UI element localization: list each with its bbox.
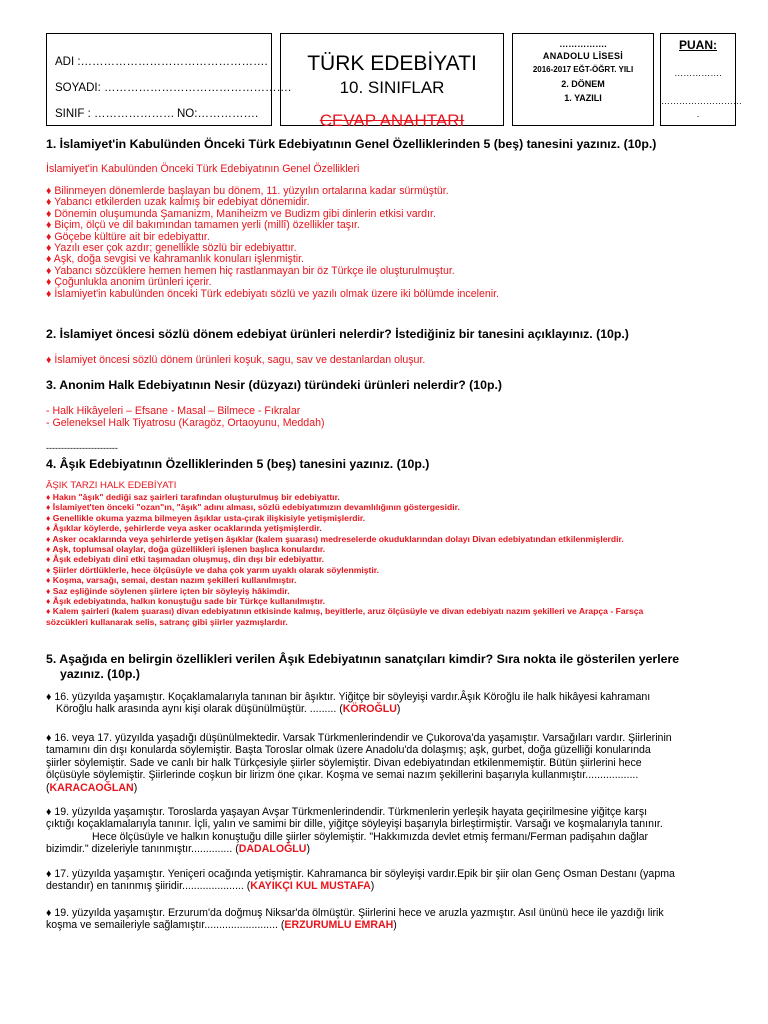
answer-dadaloglu: DADALOĞLU	[238, 843, 307, 856]
list-item: ♦ Âşık edebiyatı dinî etki taşımadan oluşmuş, din dışı bir edebiyattır.	[46, 554, 325, 565]
q5-item-5	[46, 907, 734, 932]
list-item: ♦ Göçebe kültüre ait bir edebiyattır.	[46, 230, 210, 243]
text-segment: destandır) en tanınmış şiiridir..................... (	[46, 880, 251, 893]
score-line-2: ………………………	[661, 96, 742, 106]
answer-kayikci-kul-mustafa: KAYIKÇI KUL MUSTAFA	[250, 880, 371, 893]
list-item: ♦ Yabancı etkilerden uzak kalmış bir edebiyat dönemidir.	[46, 196, 310, 209]
text-line	[46, 843, 734, 855]
exam-title-box	[280, 33, 504, 130]
list-item: ♦ Çoğunlukla anonim ürünleri içerir.	[46, 276, 212, 289]
q4-answer-list	[46, 492, 736, 627]
list-item: ♦ Biçim, ölçü ve dil bakımından tamamen yerli (millî) özellikler taşır.	[46, 219, 360, 232]
text-segment: Köroğlu halk arasında aynı kişi olarak düşünülmüştür. ......... (	[56, 703, 343, 716]
text-line	[46, 919, 734, 931]
score-label: PUAN:	[679, 38, 717, 52]
q5-item-1	[46, 691, 734, 716]
list-item: - Geleneksel Halk Tiyatrosu (Karagöz, Ortaoyunu, Meddah)	[46, 417, 325, 429]
exam-title: TÜRK EDEBİYATI	[307, 52, 477, 75]
list-item: sözcükleri kullanarak selis, satranç gibi şiirler yazmışlardır.	[46, 616, 288, 627]
school-dots: …………….	[559, 39, 607, 49]
text-line: Hece ölçüsüyle ve halkın konuştuğu dille şiirler söylemiştir. "Hakkımızda devlet etmiş fermanı/Ferman padişahın dağlar	[92, 830, 649, 843]
list-item: ♦ İslamiyet'in kabulünden önceki Türk edebiyatı sözlü ve yazılı olmak üzere iki bölümde incelenir.	[46, 287, 499, 300]
text-line	[46, 782, 734, 794]
answer-erzurumlu-emrah: ERZURUMLU EMRAH	[284, 919, 394, 932]
text-line: çıktığı koçaklamalarıyla tanınır. İçli, yalın ve samimi bir dille, yiğitçe söyleyişi başarıyla birleştirmiştir. Varsağı ve koşmalarıyla tanınır.	[46, 818, 663, 831]
score-dot: .	[696, 109, 700, 119]
text-segment: koşma ve semaileriyle sağlamıştır......................... (	[46, 919, 285, 932]
list-item: ♦ Koşma, varsağı, semai, destan nazım şekilleri kullanılmıştır.	[46, 575, 297, 586]
q5-item-4	[46, 868, 734, 893]
text-line	[46, 703, 734, 715]
text-line: tamamını din dışı konularda söylemiştir. Başta Toroslar olmak üzere Anadolu'da dolaşmış; aşk, gurbet, doğa güzelliği konularında	[46, 744, 651, 757]
answer-karacaoglan: KARACAOĞLAN	[49, 781, 134, 794]
school-term: 2. DÖNEM	[561, 79, 605, 89]
text-segment: )	[370, 880, 375, 893]
question-3: 3. Anonim Halk Edebiyatının Nesir (düzyazı) türündeki ürünleri nelerdir? (10p.)	[46, 378, 502, 392]
list-item: ♦ Genellikle okuma yazma bilmeyen âşıklar usta-çırak ilişkisiyle yetişmişlerdir.	[46, 512, 366, 523]
school-year: 2016-2017 EĞT-ÖĞRT. YILI	[532, 65, 634, 74]
list-item: ♦ Kalem şairleri (kalem şuarası) divan edebiyatının etkisinde kalmış, beyitlerle, aruz ölçüsüyle ve divan edebiyatı nazım şekilleri ve Arapça - Farsça	[46, 606, 644, 617]
text-line: ♦ 16. yüzyılda yaşamıştır. Koçaklamalarıyla tanınan bir âşıktır. Yiğitçe bir söyleyişi vardır.Âşık Köroğlu ile halk hikâyesi kahramanı	[46, 691, 651, 703]
answer-koroglu: KÖROĞLU	[342, 703, 397, 716]
text-segment: )	[396, 703, 401, 716]
number-field: NO:…………….	[177, 108, 259, 120]
question-4: 4. Âşık Edebiyatının Özelliklerinden 5 (beş) tanesini yazınız. (10p.)	[46, 457, 430, 471]
list-item: - Halk Hikâyeleri – Efsane - Masal – Bilmece - Fıkralar	[46, 405, 301, 417]
text-segment: )	[306, 843, 310, 856]
question-5-line: yazınız. (10p.)	[60, 667, 140, 681]
text-line: ♦ 19. yüzyılda yaşamıştır. Erzurum'da doğmuş Niksar'da ölmüştür. Şiirlerini hece ve aruzla yazmıştır. Asıl ününü hece ile yazdığı lirik	[46, 907, 664, 919]
list-item: ♦ Saz eşliğinde söylenen şiirlere içten bir söyleyiş hâkimdir.	[46, 585, 290, 596]
q5-item-2	[46, 732, 734, 794]
text-line	[46, 880, 734, 892]
list-item: ♦ Yabancı sözcüklere hemen hemen hiç rastlanmayan bir öz Türkçe ile oluşturulmuştur.	[46, 264, 455, 277]
text-line: ♦ 19. yüzyılda yaşamıştır. Toroslarda yaşayan Avşar Türkmenlerindendir. Türkmenlerin yerleşik hayata geçirilmesine yiğitçe karşı	[46, 806, 648, 818]
score-line-1: …………….	[674, 68, 722, 78]
list-item: ♦ İslamiyet'ten önceki "ozan"ın, "âşık" adını alması, sözlü edebiyatımızın devamlılığının göstergesidir.	[46, 502, 460, 513]
list-item: ♦ Asker ocaklarında veya şehirlerde yetişen âşıklar (kalem şuarası) medreselerde okuduklarından dolayı Divan edebiyatından etkilenmişlerdir.	[46, 533, 624, 544]
student-info-box	[46, 33, 292, 126]
school-name: ANADOLU LİSESİ	[542, 51, 624, 61]
q3-answer	[46, 405, 736, 429]
list-item: ♦ Aşk, toplumsal olaylar, doğa güzellikleri işlenen başlıca konulardır.	[46, 544, 326, 555]
list-item: ♦ Dönemin oluşumunda Şamanizm, Maniheizm ve Budizm gibi dinlerin etkisi vardır.	[46, 207, 436, 220]
list-item: ♦ Âşıklar köylerde, şehirlerde veya asker ocaklarında yetişmişlerdir.	[46, 523, 322, 534]
answer-key-title: CEVAP ANAHTARI	[319, 111, 465, 130]
question-2: 2. İslamiyet öncesi sözlü dönem edebiyat ürünleri nelerdir? İstediğiniz bir tanesini açıklayınız. (10p.)	[46, 327, 629, 341]
text-line: ölçüsüyle söylemiştir. Şiirlerinde coşkun bir lirizm öne çıkar. Koşma ve semai nazım şekillerini başarıyla kullanmıştır..................	[46, 769, 639, 782]
exam-grade: 10. SINIFLAR	[339, 78, 445, 97]
separator-line: ------------------------	[46, 443, 118, 453]
class-field: SINIF : …………………	[55, 108, 175, 120]
q1-answer-list	[46, 186, 736, 300]
text-segment: (	[46, 781, 50, 794]
question-1: 1. İslamiyet'in Kabulünden Önceki Türk Edebiyatının Genel Özelliklerinden 5 (beş) tanesini yazınız. (10p.)	[46, 137, 657, 151]
q1-answer-heading: İslamiyet'in Kabulünden Önceki Türk Edebiyatının Genel Özellikleri	[46, 163, 360, 175]
list-item: ♦ Yazılı eser çok azdır; genellikle sözlü bir edebiyattır.	[46, 242, 297, 255]
list-item: ♦ Âşık edebiyatında, halkın konuştuğu sade bir Türkçe kullanılmıştır.	[46, 596, 325, 607]
list-item: ♦ Aşk, doğa sevgisi ve kahramanlık konuları işlenmiştir.	[46, 253, 304, 266]
surname-field: SOYADI: ………………………………………….	[55, 82, 292, 94]
name-field: ADI :………………………………………….	[55, 56, 268, 68]
text-segment: bizimdir." dizeleriyle tanınmıştır.............. (	[46, 843, 239, 856]
text-segment: )	[133, 781, 138, 794]
question-5-line: 5. Aşağıda en belirgin özellikleri verilen Âşık Edebiyatının sanatçıları kimdir? Sıra nokta ile gösterilen yerlere	[46, 652, 680, 666]
list-item: ♦ Şiirler dörtlüklerle, hece ölçüsüyle ve daha çok yarım uyaklı olarak söylenmiştir.	[46, 564, 380, 575]
school-info-box	[512, 33, 654, 126]
q5-item-3	[46, 806, 734, 856]
exam-number: 1. YAZILI	[564, 93, 602, 103]
question-5	[46, 652, 736, 682]
text-line: ♦ 17. yüzyılda yaşamıştır. Yeniçeri ocağında yetişmiştir. Kahramanca bir söyleyişi vardır.Epik bir şiir olan Genç Osman Destanı (yapma	[46, 868, 675, 880]
list-item: ♦ Hakın "âşık" dediği saz şairleri tarafından oluşturulmuş bir edebiyattır.	[46, 492, 340, 502]
score-box	[660, 33, 742, 126]
text-line: şiirler söylemiştir. Sade ve canlı bir halk Türkçesiyle şiirler söylemiştir. Divan edebiyatından etkilenmemiştir. Bütün şiirlerini hece	[46, 756, 642, 769]
q2-answer: ♦ İslamiyet öncesi sözlü dönem ürünleri koşuk, sagu, sav ve destanlardan oluşur.	[46, 354, 426, 366]
text-segment: )	[393, 919, 397, 932]
text-line: ♦ 16. veya 17. yüzyılda yaşadığı düşünülmektedir. Varsak Türkmenlerindendir ve Çukorova'da yaşamıştır. Varsağıları vardır. Şiirlerinin	[46, 732, 672, 744]
list-item: ♦ Bilinmeyen dönemlerde başlayan bu dönem, 11. yüzyılın ortalarına kadar sürmüştür.	[46, 185, 449, 197]
q4-answer-heading: ÂŞIK TARZI HALK EDEBİYATI	[46, 480, 177, 491]
